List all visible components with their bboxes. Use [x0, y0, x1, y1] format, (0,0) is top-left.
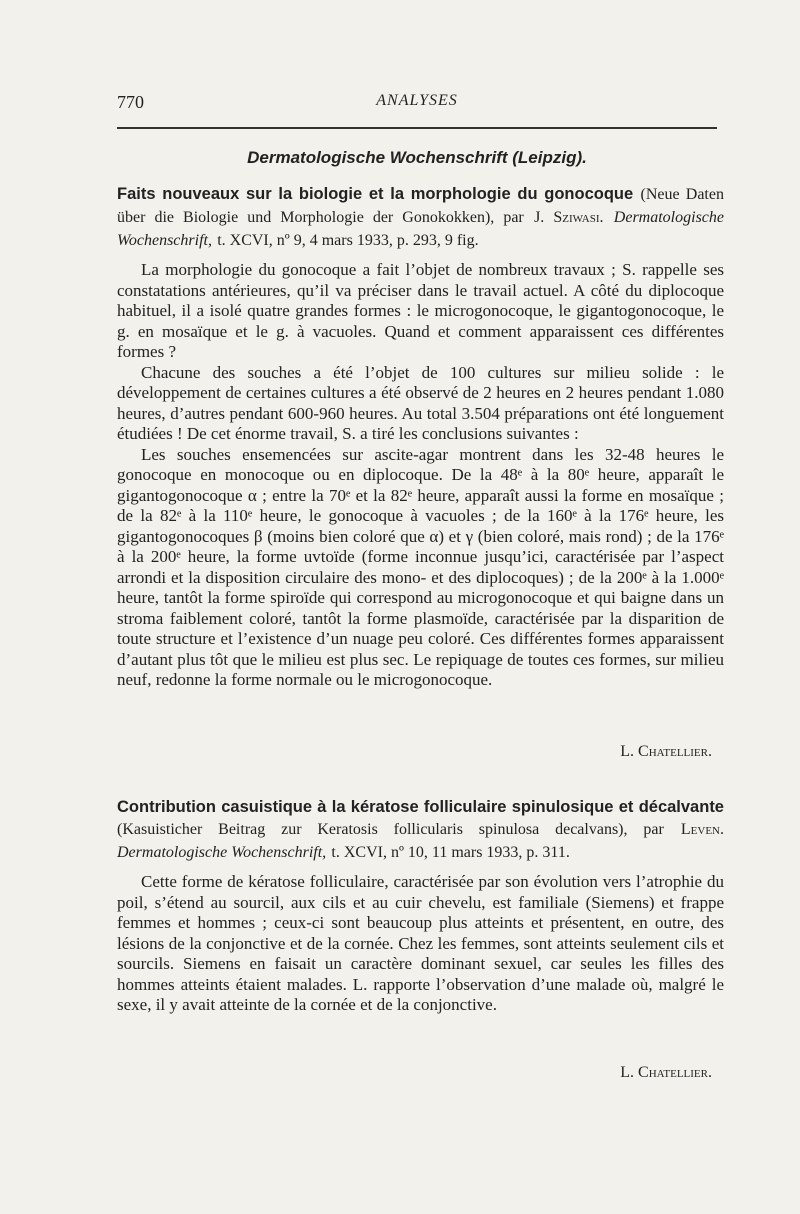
article-original-title: (Kasuisticher Beitrag zur Keratosis follicularis spinulosa decalvans), par	[117, 821, 664, 838]
article-paragraph: La morphologie du gonocoque a fait l’objet de nombreux travaux ; S. rappelle ses constatations antérieures, qu’il va préciser dans le travail actuel. A côté du diplocoque habituel, il a isolé quatre grandes formes : le microgonocoque, le gigantogonocoque, le g. en mosaïque et le g. à vacuoles. Quand et comment apparaissent ces différentes formes ?	[117, 260, 724, 361]
article-signature: L. Chatellier.	[620, 743, 712, 760]
article-original-title: (Neue Daten über die Biologie und Morphologie der Gonokokken), par	[117, 186, 724, 226]
article-title: Faits nouveaux sur la biologie et la morphologie du gonocoque	[117, 185, 634, 203]
article-journal: Dermatologische Wochenschrift,	[117, 209, 724, 249]
article-citation: t. XCVI, nº 10, 11 mars 1933, p. 311.	[331, 844, 570, 861]
running-head	[117, 92, 717, 116]
article-paragraph: Les souches ensemencées sur ascite-agar montrent dans les 32-48 heures le gonocoque en monocoque ou en diplocoque. De la 48ᵉ à la 80ᵉ heure, apparaît le gigantogonocoque α ; entre la 70ᵉ et la 82ᵉ heure, apparaît aussi la forme en mosaïque ; de la 82ᵉ à la 110ᵉ heure, le gonocoque à vacuoles ; de la 160ᵉ à la 176ᵉ heure, les gigantogonocoques β (moins bien coloré que α) et γ (bien coloré, mais rond) ; de la 176ᵉ à la 200ᵉ heure, la forme uvtoïde (forme inconnue jusqu’ici, caractérisée par l’aspect arrondi et la disposition circulaire des mono- et des diplocoques) ; de la 200ᵉ à la 1.000ᵉ heure, tantôt la forme spiroïde qui correspond au microgonocoque et qui baigne dans un stroma faiblement coloré, tantôt la forme plasmoïde, caractérisée par la disparition de toute structure et l’existence d’un nuage peu coloré. Ces différentes formes apparaissent d’autant plus tôt que le milieu est plus sec. Le repiquage de toutes ces formes, sur milieu neuf, redonne la forme normale ou le microgonocoque.	[117, 444, 724, 689]
page-number: 770	[117, 92, 144, 112]
article-citation: t. XCVI, nº 9, 4 mars 1933, p. 293, 9 fig.	[217, 232, 479, 249]
article-gonocoque	[117, 183, 724, 760]
header-rule	[117, 127, 717, 129]
article-headline	[117, 796, 724, 864]
running-title: ANALYSES	[376, 92, 458, 109]
article-author: J. Sziwasi.	[534, 209, 604, 226]
article-journal: Dermatologische Wochenschrift,	[117, 844, 327, 861]
article-author: Leven.	[680, 821, 724, 838]
article-paragraph: Chacune des souches a été l’objet de 100 cultures sur milieu solide : le développement de certaines cultures a été observé de 2 heures en 2 heures pendant 1.080 heures, d’autres pendant 600-960 heures. Au total 3.504 préparations ont été longuement étudiées ! De cet énorme travail, S. a tiré les conclusions suivantes :	[117, 362, 724, 443]
article-signature: L. Chatellier.	[620, 1064, 712, 1081]
article-paragraph: Cette forme de kératose folliculaire, caractérisée par son évolution vers l’atrophie du poil, s’étend au sourcil, aux cils et au cuir chevelu, est familiale (Siemens) et frappe femmes et hommes ; ceux-ci sont beaucoup plus atteints et présentent, en outre, des lésions de la conjonctive et de la cornée. Chez les femmes, sont atteints seulement cils et sourcils. Siemens en faisait un caractère dominant sexuel, car seules les filles des hommes atteints étaient malades. L. rapporte l’observation d’une malade où, malgré le sexe, il y avait atteinte de la cornée et de la conjonctive.	[117, 872, 724, 1014]
article-title: Contribution casuistique à la kératose folliculaire spinulosique et décalvante	[117, 798, 724, 816]
journal-title: Dermatologische Wochenschrift (Leipzig).	[247, 148, 587, 167]
article-headline	[117, 183, 724, 252]
article-keratose	[117, 796, 724, 1081]
